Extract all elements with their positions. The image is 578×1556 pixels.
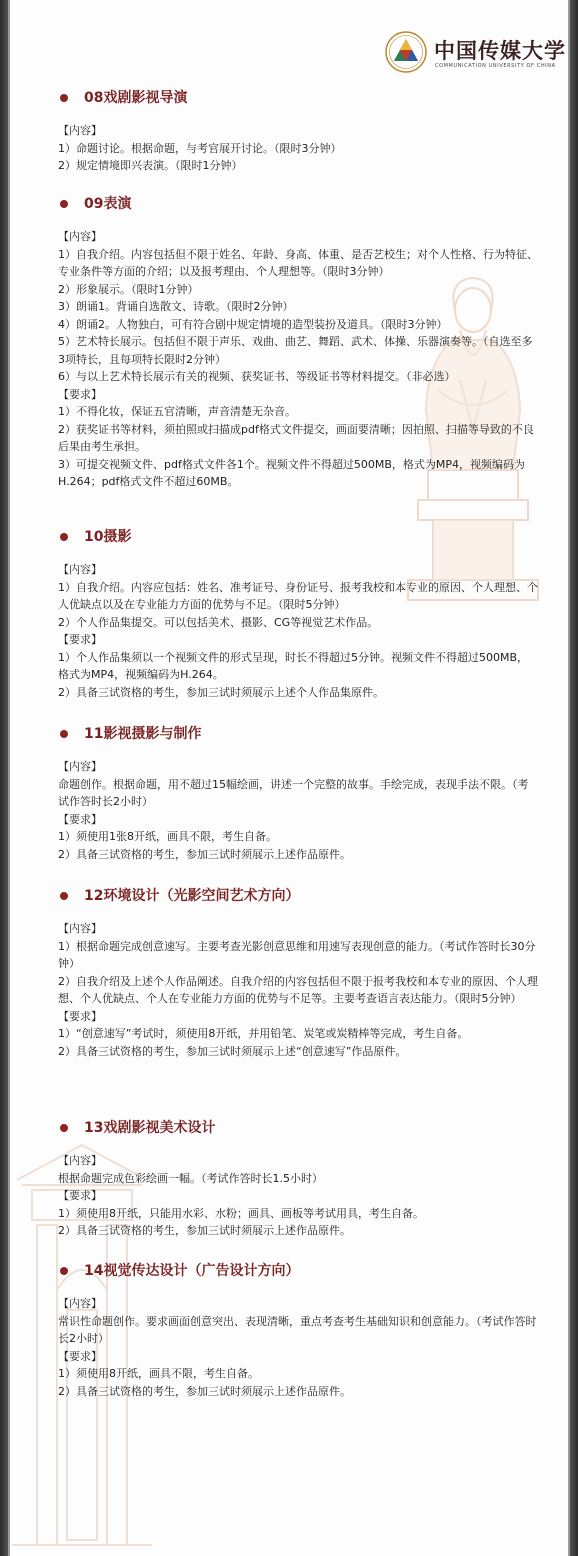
subsection-heading: 【要求】 [58, 387, 102, 401]
bullet-icon [60, 892, 68, 900]
body-line: 2）具备三试资格的考生，参加三试时须展示上述个人作品集原件。 [58, 685, 384, 699]
right-border [568, 0, 578, 1556]
body-line: 1）根据命题完成创意速写。主要考查光影创意思维和用速写表现创意的能力。（考试作答时长30分钟） [58, 939, 536, 970]
bullet-icon [60, 730, 68, 738]
section-body [58, 920, 538, 1060]
subsection-heading: 【内容】 [58, 922, 102, 935]
section [58, 724, 538, 863]
body-line: 2）具备三试资格的考生，参加三试时须展示上述作品原件。 [58, 847, 351, 861]
body-line: 5）艺术特长展示。包括但不限于声乐、戏曲、曲艺、舞蹈、武术、体操、乐器演奏等。（自选至多3项特长，且每项特长限时2分钟） [58, 335, 533, 366]
section-title-text: 14视觉传达设计（广告设计方向） [84, 1263, 300, 1279]
body-line: 命题创作。根据命题，用不超过15幅绘画，讲述一个完整的故事。手绘完成，表现手法不限。（考试作答时长2小时） [58, 777, 529, 808]
section-title-text: 13戏剧影视美术设计 [84, 1120, 216, 1136]
section-title-text: 10摄影 [84, 529, 132, 545]
body-line: 1）命题讨论。根据命题，与考官展开讨论。（限时3分钟） [58, 141, 342, 155]
subsection-heading: 【内容】 [58, 1154, 102, 1167]
section-title [84, 886, 538, 906]
subsection-heading: 【要求】 [58, 812, 102, 826]
body-line: 根据命题完成色彩绘画一幅。（考试作答时长1.5小时） [58, 1171, 323, 1185]
body-line: 1）须使用1张8开纸，画具不限，考生自备。 [58, 830, 277, 843]
section-title [84, 88, 538, 108]
section-body [58, 122, 538, 175]
section-body [58, 1152, 538, 1240]
section [58, 886, 538, 1060]
body-line: 2）自我介绍及上述个人作品阐述。自我介绍的内容包括但不限于报考我校和本专业的原因、个人理想、个人优缺点、个人在专业能力方面的优势与不足等。主要考查语言表达能力。（限时5分钟） [58, 974, 538, 1005]
section-title [84, 724, 538, 744]
bullet-icon [60, 1124, 68, 1132]
subsection-heading: 【内容】 [58, 230, 102, 243]
body-line: 2）规定情境即兴表演。（限时1分钟） [58, 159, 243, 172]
bullet-icon [60, 94, 68, 102]
bullet-icon [60, 1267, 68, 1275]
section-body [58, 758, 538, 863]
section-title-text: 11影视摄影与制作 [84, 726, 202, 742]
section-title [84, 194, 538, 214]
body-line: 常识性命题创作。要求画面创意突出、表现清晰，重点考查考生基础知识和创意能力。（考试作答时长2小时） [58, 1314, 537, 1345]
body-line: 4）朗诵2。人物独白，可有符合剧中规定情境的造型装扮及道具。（限时3分钟） [58, 317, 448, 331]
section [58, 1261, 538, 1400]
section-title-text: 09表演 [84, 196, 132, 212]
section-title-text: 08戏剧影视导演 [84, 90, 188, 106]
subsection-heading: 【要求】 [58, 1009, 102, 1023]
bullet-icon [60, 533, 68, 541]
subsection-heading: 【内容】 [58, 563, 102, 576]
bullet-icon [60, 200, 68, 208]
body-line: 2）具备三试资格的考生，参加三试时须展示上述作品原件。 [58, 1384, 351, 1398]
left-border [0, 0, 10, 1556]
section [58, 88, 538, 175]
body-line: 1）须使用8开纸，画具不限，考生自备。 [58, 1367, 259, 1380]
university-logo [384, 30, 566, 78]
subsection-heading: 【要求】 [58, 1189, 102, 1202]
body-line: 2）具备三试资格的考生，参加三试时须展示上述作品原件。 [58, 1224, 351, 1237]
body-line: 6）与以上艺术特长展示有关的视频、获奖证书、等级证书等材料提交。（非必选） [58, 370, 456, 383]
section-body [58, 1295, 538, 1400]
section [58, 194, 538, 491]
body-line: 2）具备三试资格的考生，参加三试时须展示上述“创意速写”作品原件。 [58, 1044, 407, 1058]
university-emblem-icon [384, 30, 428, 74]
section [58, 527, 538, 701]
logo-english-name: COMMUNICATION UNIVERSITY OF CHINA [435, 63, 556, 69]
section-title-text: 12环境设计（光影空间艺术方向） [84, 888, 300, 904]
logo-chinese-name: 中国传媒大学 [434, 38, 566, 63]
subsection-heading: 【要求】 [58, 1349, 102, 1363]
body-line: 1）自我介绍。内容包括但不限于姓名、年龄、身高、体重、是否艺校生；对个人性格、行为特征、专业条件等方面的介绍；以及报考理由、个人理想等。（限时3分钟） [58, 247, 538, 278]
subsection-heading: 【内容】 [58, 1297, 102, 1310]
section-body [58, 228, 538, 491]
section [58, 1118, 538, 1240]
section-body [58, 561, 538, 701]
body-line: 1）自我介绍。内容应包括：姓名、准考证号、身份证号、报考我校和本专业的原因、个人理想、个人优缺点以及在专业能力方面的优势与不足。（限时5分钟） [58, 580, 538, 611]
subsection-heading: 【内容】 [58, 760, 102, 773]
body-line: 3）可提交视频文件、pdf格式文件各1个。视频文件不得超过500MB，格式为MP4，视频编码为H.264；pdf格式文件不超过60MB。 [58, 457, 525, 488]
body-line: 2）个人作品集提交。可以包括美术、摄影、CG等视觉艺术作品。 [58, 615, 379, 629]
body-line: 3）朗诵1。背诵自选散文、诗歌。（限时2分钟） [58, 300, 294, 313]
subsection-heading: 【内容】 [58, 124, 102, 137]
section-title [84, 1261, 538, 1281]
body-line: 1）须使用8开纸，只能用水彩、水粉；画具、画板等考试用具，考生自备。 [58, 1206, 424, 1220]
body-line: 2）获奖证书等材料，须拍照或扫描成pdf格式文件提交，画面要清晰；因拍照、扫描等导致的不良后果由考生承担。 [58, 422, 534, 453]
subsection-heading: 【要求】 [58, 633, 102, 646]
body-line: 1）不得化妆，保证五官清晰，声音清楚无杂音。 [58, 405, 296, 418]
body-line: 2）形象展示。（限时1分钟） [58, 282, 199, 296]
body-line: 1）个人作品集须以一个视频文件的形式呈现，时长不得超过5分钟。视频文件不得超过500MB，格式为MP4，视频编码为H.264。 [58, 650, 529, 681]
section-title [84, 527, 538, 547]
section-title [84, 1118, 538, 1138]
body-line: 1）“创意速写”考试时，须使用8开纸，并用铅笔、炭笔或炭精棒等完成，考生自备。 [58, 1027, 469, 1040]
